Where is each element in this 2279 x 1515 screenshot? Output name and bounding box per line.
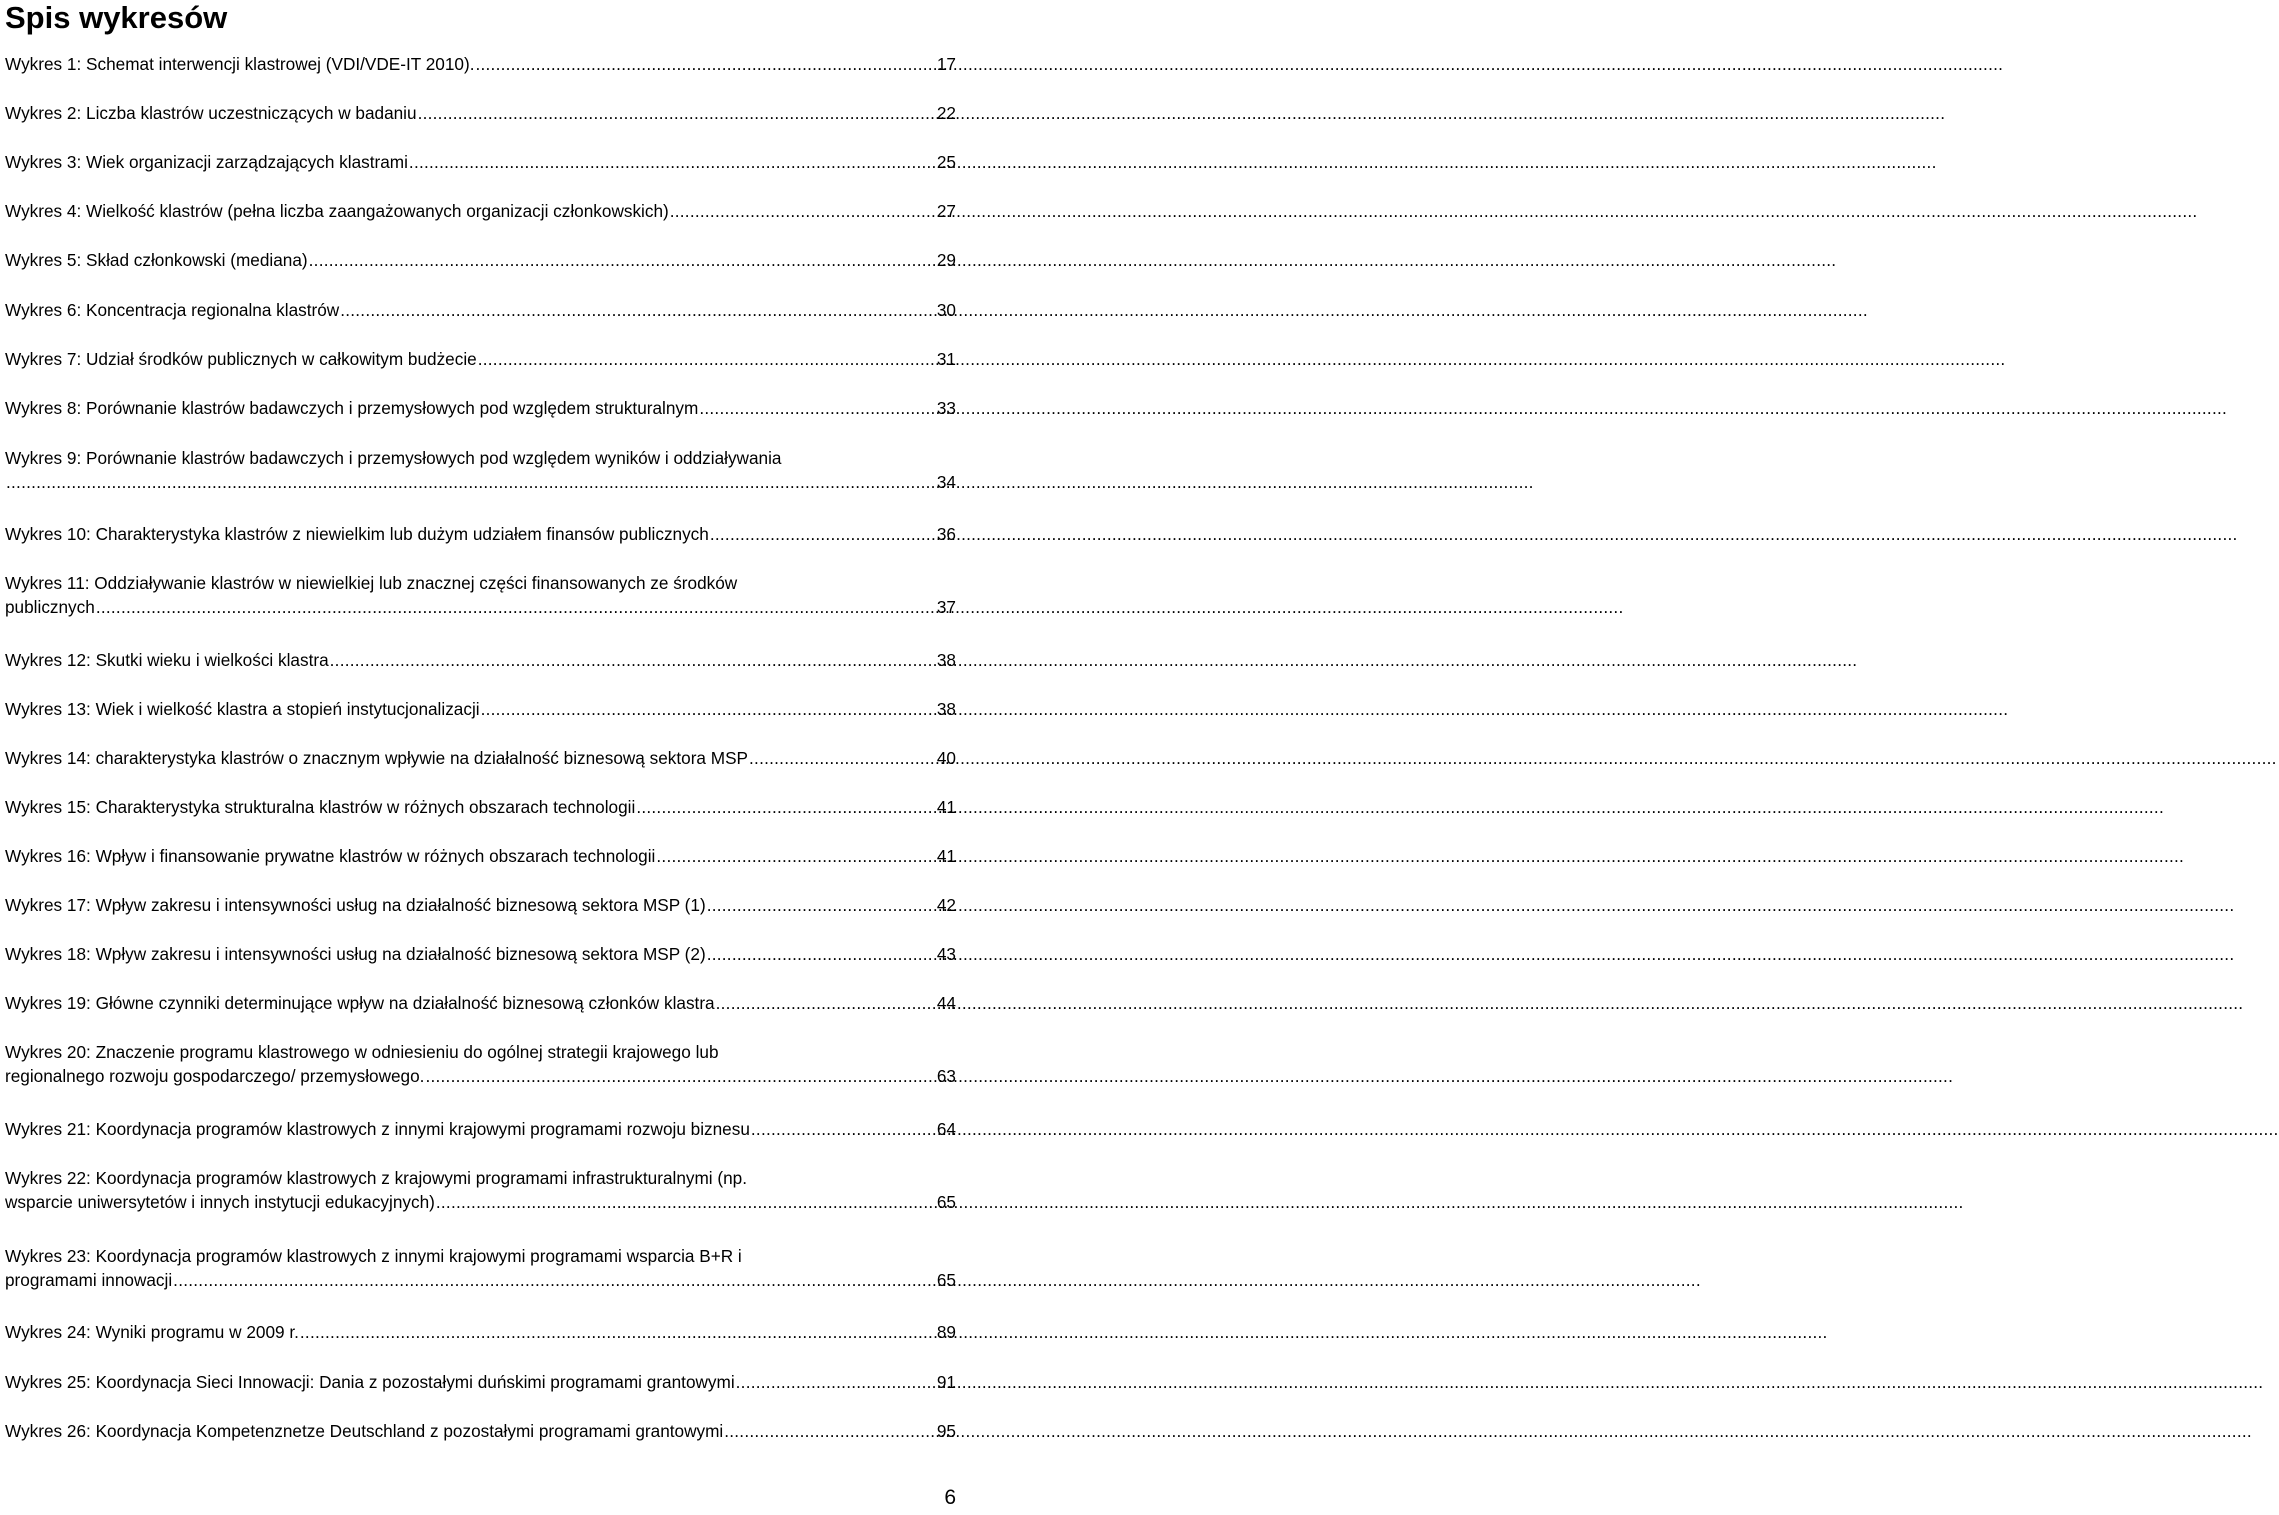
- toc-entry[interactable]: [5, 298, 960, 322]
- entry-title: Wykres 1: Schemat interwencji klastrowej (VDI/VDE-IT 2010).: [5, 54, 475, 74]
- dot-leader: [478, 347, 936, 371]
- entry-title: Wykres 24: Wyniki programu w 2009 r.: [5, 1322, 299, 1342]
- toc-entry[interactable]: [5, 396, 960, 420]
- dot-leader: [751, 1117, 936, 1141]
- toc-list: [5, 0, 960, 1515]
- toc-entry[interactable]: [5, 1166, 960, 1214]
- toc-entry[interactable]: [5, 1370, 960, 1394]
- page-number: 6: [944, 1486, 956, 1509]
- toc-entry[interactable]: [5, 248, 960, 272]
- toc-entry[interactable]: [5, 1244, 960, 1292]
- entry-page-number: 37: [936, 597, 956, 617]
- entry-title: Wykres 5: Skład członkowski (mediana): [5, 250, 308, 270]
- entry-page-number: 33: [936, 398, 956, 418]
- dot-leader: [670, 199, 936, 223]
- entry-title: regionalnego rozwoju gospodarczego/ przemysłowego.: [5, 1066, 425, 1086]
- entry-title: Wykres 22: Koordynacja programów klastrowych z krajowymi programami infrastrukturalnymi (np.: [5, 1168, 748, 1188]
- dot-leader: [409, 150, 936, 174]
- dot-leader: [475, 52, 935, 76]
- entry-title: Wykres 12: Skutki wieku i wielkości klastra: [5, 650, 329, 670]
- entry-page-number: 38: [936, 699, 956, 719]
- dot-leader: [330, 648, 936, 672]
- entry-page-number: 34: [936, 472, 956, 492]
- toc-entry[interactable]: [5, 1320, 960, 1344]
- dot-leader: [340, 298, 936, 322]
- dot-leader: [749, 746, 936, 770]
- entry-title: Wykres 19: Główne czynniki determinujące wpływ na działalność biznesową członków klastra: [5, 993, 715, 1013]
- entry-title: Wykres 14: charakterystyka klastrów o znacznym wpływie na działalność biznesową sektora MSP: [5, 748, 749, 768]
- toc-entry[interactable]: [5, 347, 960, 371]
- entry-title: Wykres 26: Koordynacja Kompetenznetze Deutschland z pozostałymi programami grantowymi: [5, 1421, 724, 1441]
- entry-title: Wykres 16: Wpływ i finansowanie prywatne klastrów w różnych obszarach technologii: [5, 846, 656, 866]
- toc-entry[interactable]: [5, 746, 960, 770]
- dot-leader: [418, 101, 936, 125]
- entry-title: Wykres 21: Koordynacja programów klastrowych z innymi krajowymi programami rozwoju biznesu: [5, 1119, 750, 1139]
- entry-title: Wykres 20: Znaczenie programu klastrowego w odniesieniu do ogólnej strategii krajowego lub: [5, 1042, 719, 1062]
- entry-title: Wykres 9: Porównanie klastrów badawczych i przemysłowych pod względem wyników i oddziaływania: [5, 448, 782, 468]
- entry-title: publicznych: [5, 597, 95, 617]
- dot-leader: [96, 595, 936, 619]
- toc-entry[interactable]: [5, 52, 960, 76]
- dot-leader: [300, 1320, 936, 1344]
- entry-title: Wykres 4: Wielkość klastrów (pełna liczba zaangażowanych organizacji członkowskich): [5, 201, 669, 221]
- entry-title: Wykres 18: Wpływ zakresu i intensywności usług na działalność biznesową sektora MSP (2): [5, 944, 706, 964]
- entry-title: Wykres 2: Liczba klastrów uczestniczących w badaniu: [5, 103, 417, 123]
- entry-page-number: 65: [936, 1270, 956, 1290]
- entry-title: Wykres 13: Wiek i wielkość klastra a stopień instytucjonalizacji: [5, 699, 480, 719]
- entry-page-number: 42: [936, 895, 956, 915]
- toc-entry[interactable]: [5, 101, 960, 125]
- toc-entry[interactable]: [5, 1419, 960, 1443]
- entry-page-number: 27: [936, 201, 956, 221]
- dot-leader: [707, 942, 936, 966]
- toc-entry[interactable]: [5, 942, 960, 966]
- entry-page-number: 64: [936, 1119, 956, 1139]
- entry-page-number: 43: [936, 944, 956, 964]
- dot-leader: [173, 1268, 936, 1292]
- entry-page-number: 30: [936, 300, 956, 320]
- dot-leader: [656, 844, 935, 868]
- entry-page-number: 41: [936, 797, 956, 817]
- toc-entry[interactable]: [5, 571, 960, 619]
- entry-page-number: 36: [936, 524, 956, 544]
- toc-entry[interactable]: [5, 844, 960, 868]
- toc-entry[interactable]: [5, 795, 960, 819]
- entry-page-number: 22: [936, 103, 956, 123]
- entry-page-number: 89: [936, 1322, 956, 1342]
- dot-leader: [636, 795, 936, 819]
- dot-leader: [6, 470, 936, 494]
- dot-leader: [716, 991, 936, 1015]
- entry-page-number: 44: [936, 993, 956, 1013]
- entry-page-number: 40: [936, 748, 956, 768]
- page-title: Spis wykresów: [5, 0, 228, 35]
- toc-entry[interactable]: [5, 991, 960, 1015]
- dot-leader: [707, 893, 936, 917]
- dot-leader: [436, 1190, 936, 1214]
- entry-title: Wykres 3: Wiek organizacji zarządzających klastrami: [5, 152, 408, 172]
- entry-page-number: 38: [936, 650, 956, 670]
- dot-leader: [710, 522, 936, 546]
- entry-page-number: 91: [936, 1372, 956, 1392]
- entry-page-number: 65: [936, 1192, 956, 1212]
- entry-title: Wykres 6: Koncentracja regionalna klastrów: [5, 300, 340, 320]
- toc-entry[interactable]: [5, 697, 960, 721]
- entry-title: Wykres 8: Porównanie klastrów badawczych i przemysłowych pod względem strukturalnym: [5, 398, 699, 418]
- entry-title: Wykres 23: Koordynacja programów klastrowych z innymi krajowymi programami wsparcia B+R i: [5, 1246, 742, 1266]
- entry-title: programami innowacji: [5, 1270, 173, 1290]
- entry-title: wsparcie uniwersytetów i innych instytucji edukacyjnych): [5, 1192, 435, 1212]
- dot-leader: [309, 248, 936, 272]
- entry-title: Wykres 7: Udział środków publicznych w całkowitym budżecie: [5, 349, 477, 369]
- entry-page-number: 31: [936, 349, 956, 369]
- entry-title: Wykres 17: Wpływ zakresu i intensywności usług na działalność biznesową sektora MSP (1): [5, 895, 706, 915]
- entry-page-number: 29: [936, 250, 956, 270]
- dot-leader: [736, 1370, 936, 1394]
- entry-page-number: 95: [936, 1421, 956, 1441]
- toc-entry[interactable]: [5, 522, 960, 546]
- entry-page-number: 63: [936, 1066, 956, 1086]
- entry-page-number: 17: [936, 54, 956, 74]
- toc-entry[interactable]: [5, 893, 960, 917]
- entry-page-number: 25: [936, 152, 956, 172]
- dot-leader: [425, 1064, 935, 1088]
- entry-title: Wykres 11: Oddziaływanie klastrów w niewielkiej lub znacznej części finansowanych ze środków: [5, 573, 738, 593]
- toc-entry[interactable]: [5, 150, 960, 174]
- toc-entry[interactable]: [5, 1117, 960, 1141]
- dot-leader: [724, 1419, 936, 1443]
- entry-page-number: 41: [936, 846, 956, 866]
- toc-entry[interactable]: [5, 648, 960, 672]
- toc-entry[interactable]: [5, 199, 960, 223]
- toc-entry[interactable]: [5, 446, 960, 494]
- entry-title: Wykres 25: Koordynacja Sieci Innowacji: Dania z pozostałymi duńskimi programami grantowymi: [5, 1372, 735, 1392]
- entry-title: Wykres 10: Charakterystyka klastrów z niewielkim lub dużym udziałem finansów publicznych: [5, 524, 709, 544]
- dot-leader: [699, 396, 936, 420]
- entry-title: Wykres 15: Charakterystyka strukturalna klastrów w różnych obszarach technologii: [5, 797, 636, 817]
- dot-leader: [481, 697, 936, 721]
- toc-entry[interactable]: [5, 1040, 960, 1088]
